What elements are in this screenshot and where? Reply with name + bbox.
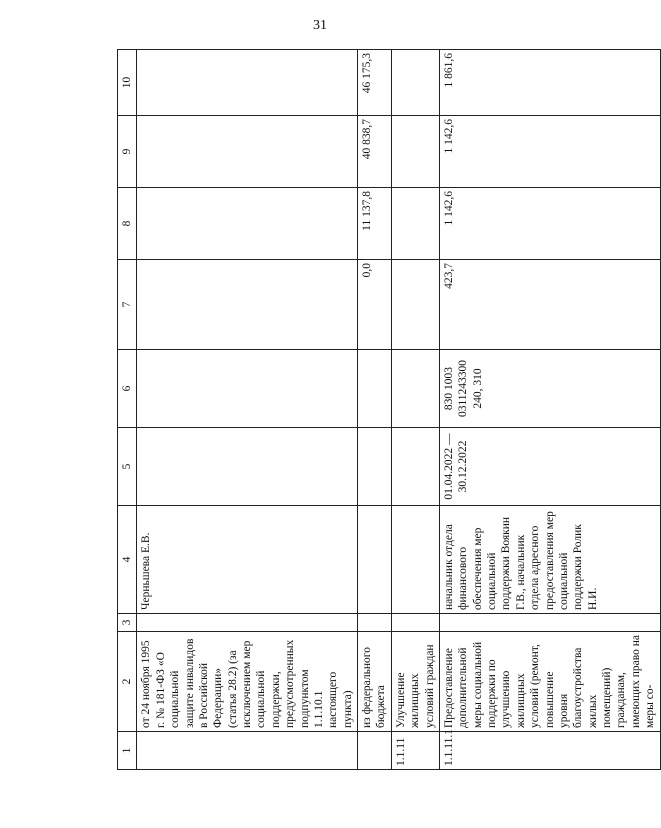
cell-responsible: [358, 506, 392, 614]
cell-col3: [391, 614, 439, 632]
cell-period: [358, 428, 392, 506]
cell-period: [391, 428, 439, 506]
cell-value: [137, 50, 358, 116]
measures-table: [117, 49, 661, 770]
cell-value: [391, 188, 439, 260]
cell-number: [137, 732, 358, 770]
cell-value: 1 142,6: [439, 188, 660, 260]
rotated-table-container: [117, 50, 657, 770]
header-cell: 10: [118, 50, 137, 116]
header-cell: 8: [118, 188, 137, 260]
cell-value: [391, 50, 439, 116]
cell-description: Улучшение жилищных условий граждан: [391, 632, 439, 732]
cell-responsible: [391, 506, 439, 614]
page-number: 31: [313, 18, 327, 33]
header-cell: 5: [118, 428, 137, 506]
cell-responsible: Черньшева Е.В.: [137, 506, 358, 614]
cell-value: [137, 188, 358, 260]
cell-code: [137, 350, 358, 428]
header-row: [118, 50, 137, 770]
cell-value: [391, 260, 439, 350]
cell-number: 1.1.11.1: [439, 732, 660, 770]
cell-number: [358, 732, 392, 770]
header-cell: 2: [118, 632, 137, 732]
cell-value: [137, 116, 358, 188]
header-cell: 4: [118, 506, 137, 614]
cell-col3: [358, 614, 392, 632]
cell-code: [391, 350, 439, 428]
header-cell: 6: [118, 350, 137, 428]
cell-col3: [137, 614, 358, 632]
cell-description: Предоставление дополнительной меры социальной поддержки по улучшению жилищных условий (ремонт, повышение уровня благоустройства жилых помещений) гражданам, имеющих право на меры со-: [439, 632, 660, 732]
cell-value: 1 142,6: [439, 116, 660, 188]
cell-description: от 24 ноября 1995 г. № 181-ФЗ «О социальной защите инвалидов в Российской Федерации» (статья 28.2) (за исключением мер социальной поддержки, предусмотренных подпунктом 1.1.10.1 настоящего пункта): [137, 632, 358, 732]
cell-value: 1 861,6: [439, 50, 660, 116]
header-cell: 7: [118, 260, 137, 350]
cell-value: 46 175,3: [358, 50, 392, 116]
cell-period: 01.04.2022 — 30.12.2022: [439, 428, 660, 506]
header-cell: 1: [118, 732, 137, 770]
cell-number: 1.1.11: [391, 732, 439, 770]
table-row: [358, 50, 392, 770]
cell-value: 11 137,8: [358, 188, 392, 260]
cell-value: 0,0: [358, 260, 392, 350]
table-row: [137, 50, 358, 770]
cell-value: [391, 116, 439, 188]
table-row: [391, 50, 439, 770]
cell-code: [358, 350, 392, 428]
cell-value: 423,7: [439, 260, 660, 350]
cell-description: из федерального бюджета: [358, 632, 392, 732]
cell-code: 830 1003 0311243300 240, 310: [439, 350, 660, 428]
cell-col3: [439, 614, 660, 632]
cell-value: [137, 260, 358, 350]
table-row: [439, 50, 660, 770]
header-cell: 9: [118, 116, 137, 188]
cell-responsible: начальник отдела финансового обеспечения мер социальной поддержки Воякин Г.В., начальник отдела адресного предоставления мер социальной поддержки Ролик Н.И.: [439, 506, 660, 614]
cell-period: [137, 428, 358, 506]
cell-value: 40 838,7: [358, 116, 392, 188]
header-cell: 3: [118, 614, 137, 632]
